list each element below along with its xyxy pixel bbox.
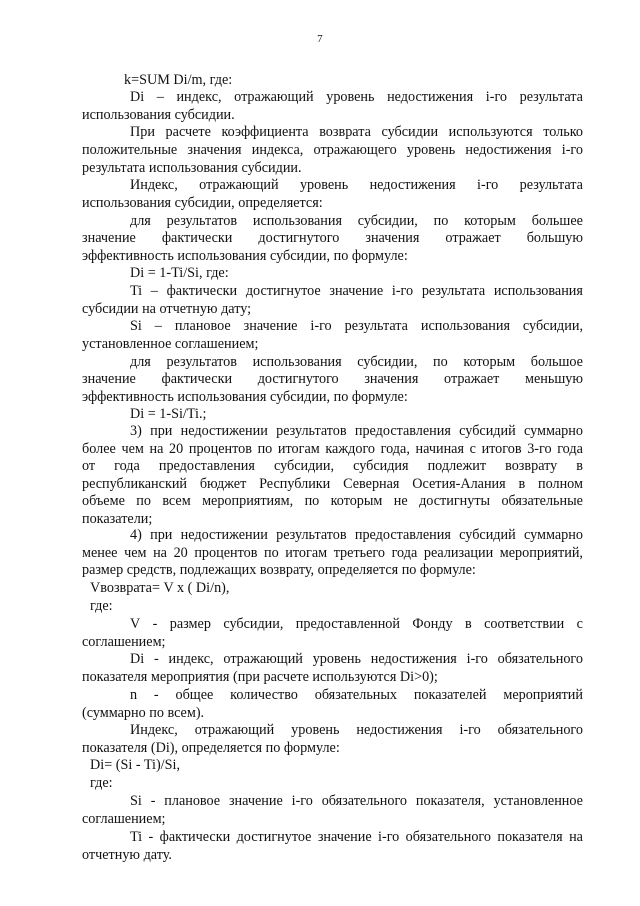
text-line: значение фактически достигнутого значения отражает меньшую: [82, 371, 583, 387]
text-line: для результатов использования субсидии, по которым большее: [130, 213, 583, 229]
text-line: При расчете коэффициента возврата субсидии используются только: [130, 124, 583, 140]
text-line: Si - плановое значение i-го обязательного показателя, установленное: [130, 793, 583, 809]
text-line: республиканский бюджет Республики Северная Осетия-Алания в полном: [82, 476, 583, 492]
text-line: размер средств, подлежащих возврату, определяется по формуле:: [82, 562, 476, 578]
text-line: Si – плановое значение i-го результата использования субсидии,: [130, 318, 583, 334]
text-line: Индекс, отражающий уровень недостижения i-го результата: [130, 177, 583, 193]
text-line: использования субсидии.: [82, 107, 235, 123]
text-line: более чем на 20 процентов по итогам каждого года, начиная с итогов 3-го года: [82, 441, 583, 457]
text-line: эффективность использования субсидии, по формуле:: [82, 248, 408, 264]
text-line: V - размер субсидии, предоставленной Фонду в соответствии с: [130, 616, 583, 632]
text-line: для результатов использования субсидии, по которым большое: [130, 354, 583, 370]
text-line: где:: [90, 598, 113, 614]
text-line: эффективность использования субсидии, по формуле:: [82, 389, 408, 405]
text-line: установленное соглашением;: [82, 336, 259, 352]
text-line: Di= (Si - Ti)/Si,: [90, 757, 181, 773]
text-line: 3) при недостижении результатов предоставления субсидий суммарно: [130, 423, 583, 439]
text-line: отчетную дату.: [82, 847, 172, 863]
text-line: Di – индекс, отражающий уровень недостижения i-го результата: [130, 89, 583, 105]
text-line: показателя (Di), определяется по формуле:: [82, 740, 340, 756]
text-line: менее чем на 20 процентов по итогам третьего года реализации мероприятий,: [82, 545, 583, 561]
text-line: от года предоставления субсидии, субсидия подлежит возврату в: [82, 458, 583, 474]
text-line: соглашением;: [82, 634, 166, 650]
text-line: где:: [90, 775, 113, 791]
text-line: значение фактически достигнутого значения отражает большую: [82, 230, 583, 246]
text-line: показателя мероприятия (при расчете используются Di>0);: [82, 669, 438, 685]
text-line: k=SUM Di/m, где:: [124, 72, 233, 88]
text-line: объеме по всем мероприятиям, по которым не достигнуты обязательные: [82, 493, 583, 509]
text-line: Di - индекс, отражающий уровень недостижения i-го обязательного: [130, 651, 583, 667]
text-line: Ti - фактически достигнутое значение i-го обязательного показателя на: [130, 829, 583, 845]
text-line: 4) при недостижении результатов предоставления субсидий суммарно: [130, 527, 583, 543]
text-line: соглашением;: [82, 811, 166, 827]
text-line: показатели;: [82, 511, 153, 527]
text-line: использования субсидии, определяется:: [82, 195, 323, 211]
text-line: результата использования субсидии.: [82, 160, 302, 176]
text-line: Di = 1-Ti/Si, где:: [130, 265, 229, 281]
text-line: Индекс, отражающий уровень недостижения i-го обязательного: [130, 722, 583, 738]
text-line: положительные значения индекса, отражающего уровень недостижения i-го: [82, 142, 583, 158]
text-line: Ti – фактически достигнутое значение i-го результата использования: [130, 283, 583, 299]
page-number: 7: [317, 33, 323, 45]
text-line: (суммарно по всем).: [82, 705, 205, 721]
text-line: n - общее количество обязательных показателей мероприятий: [130, 687, 583, 703]
text-line: Vвозврата= V x ( Di/n),: [90, 580, 230, 596]
text-line: субсидии на отчетную дату;: [82, 301, 252, 317]
text-line: Di = 1-Si/Ti.;: [130, 406, 207, 422]
